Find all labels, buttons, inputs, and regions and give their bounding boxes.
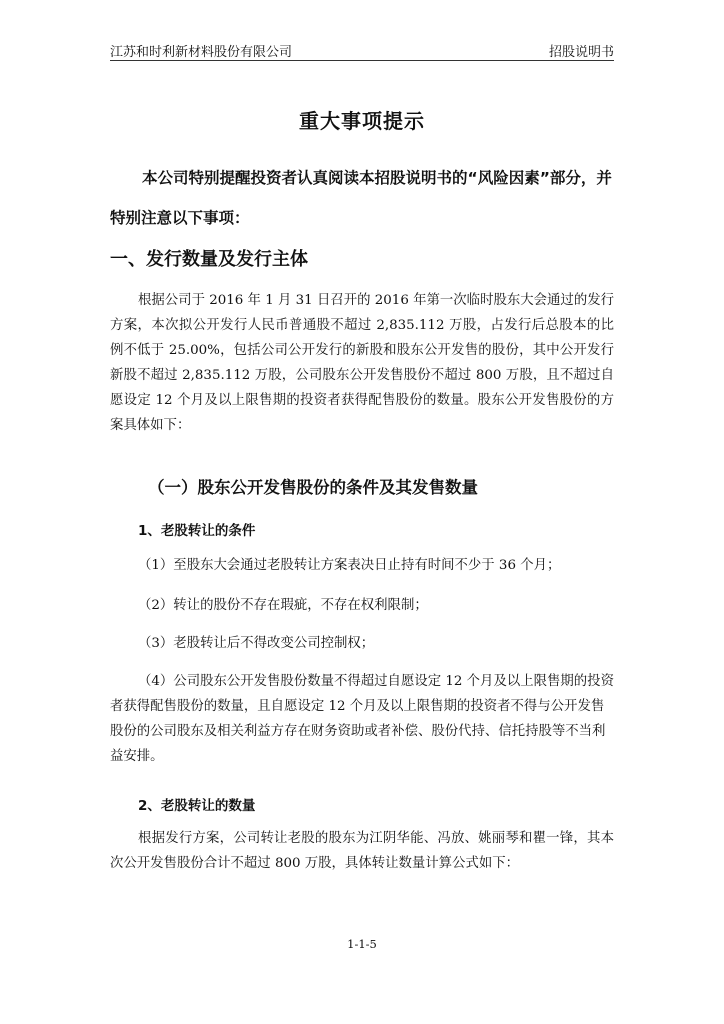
header-company-name: 江苏和时利新材料股份有限公司 (110, 45, 293, 60)
condition-item-1: （1）至股东大会通过老股转让方案表决日止持有时间不少于 36 个月； (138, 558, 561, 573)
section-heading-issuance: 一、发行数量及发行主体 (110, 249, 308, 270)
heading-transfer-quantity: 2、老股转让的数量 (138, 798, 256, 814)
issuance-paragraph: 根据公司于 2016 年 1 月 31 日召开的 2016 年第一次临时股东大会通过的发行方案，本次拟公开发行人民币普通股不超过 2,835.112 万股，占发行后总股本的比例不低于 25.00%，包括公司公开发行的新股和股东公开发售的股份，其中公开发行新股不超过 2,835.112 万股，公司股东公开发售股份不超过 800 万股，且不超过自愿设定 12 个月及以上限售期的投资者获得配售股份的数量。股东公开发售股份的方案具体如下： (110, 293, 614, 433)
intro-notice: 本公司特别提醒投资者认真阅读本招股说明书的“风险因素”部分，并特别注意以下事项： (110, 169, 612, 227)
transfer-quantity-paragraph: 根据发行方案，公司转让老股的股东为江阴华能、冯放、姚丽琴和瞿一锋，其本次公开发售股份合计不超过 800 万股，具体转让数量计算公式如下： (110, 831, 614, 871)
subsection-heading-shareholder-offering: （一）股东公开发售股份的条件及其发售数量 (148, 478, 478, 497)
condition-item-2: （2）转让的股份不存在瑕疵，不存在权利限制； (138, 598, 428, 613)
page-title: 重大事项提示 (299, 109, 425, 133)
condition-item-4: （4）公司股东公开发售股份数量不得超过自愿设定 12 个月及以上限售期的投资者获得配售股份的数量，且自愿设定 12 个月及以上限售期的投资者不得与公开发售股份的公司股东及相关利益方存在财务资助或者补偿、股份代持、信托持股等不当利益安排。 (110, 674, 614, 764)
running-header (110, 38, 614, 61)
heading-transfer-conditions: 1、老股转让的条件 (138, 523, 256, 539)
condition-item-3: （3）老股转让后不得改变公司控制权； (138, 636, 375, 651)
page-number: 1-1-5 (347, 937, 377, 951)
header-document-type: 招股说明书 (548, 45, 614, 60)
